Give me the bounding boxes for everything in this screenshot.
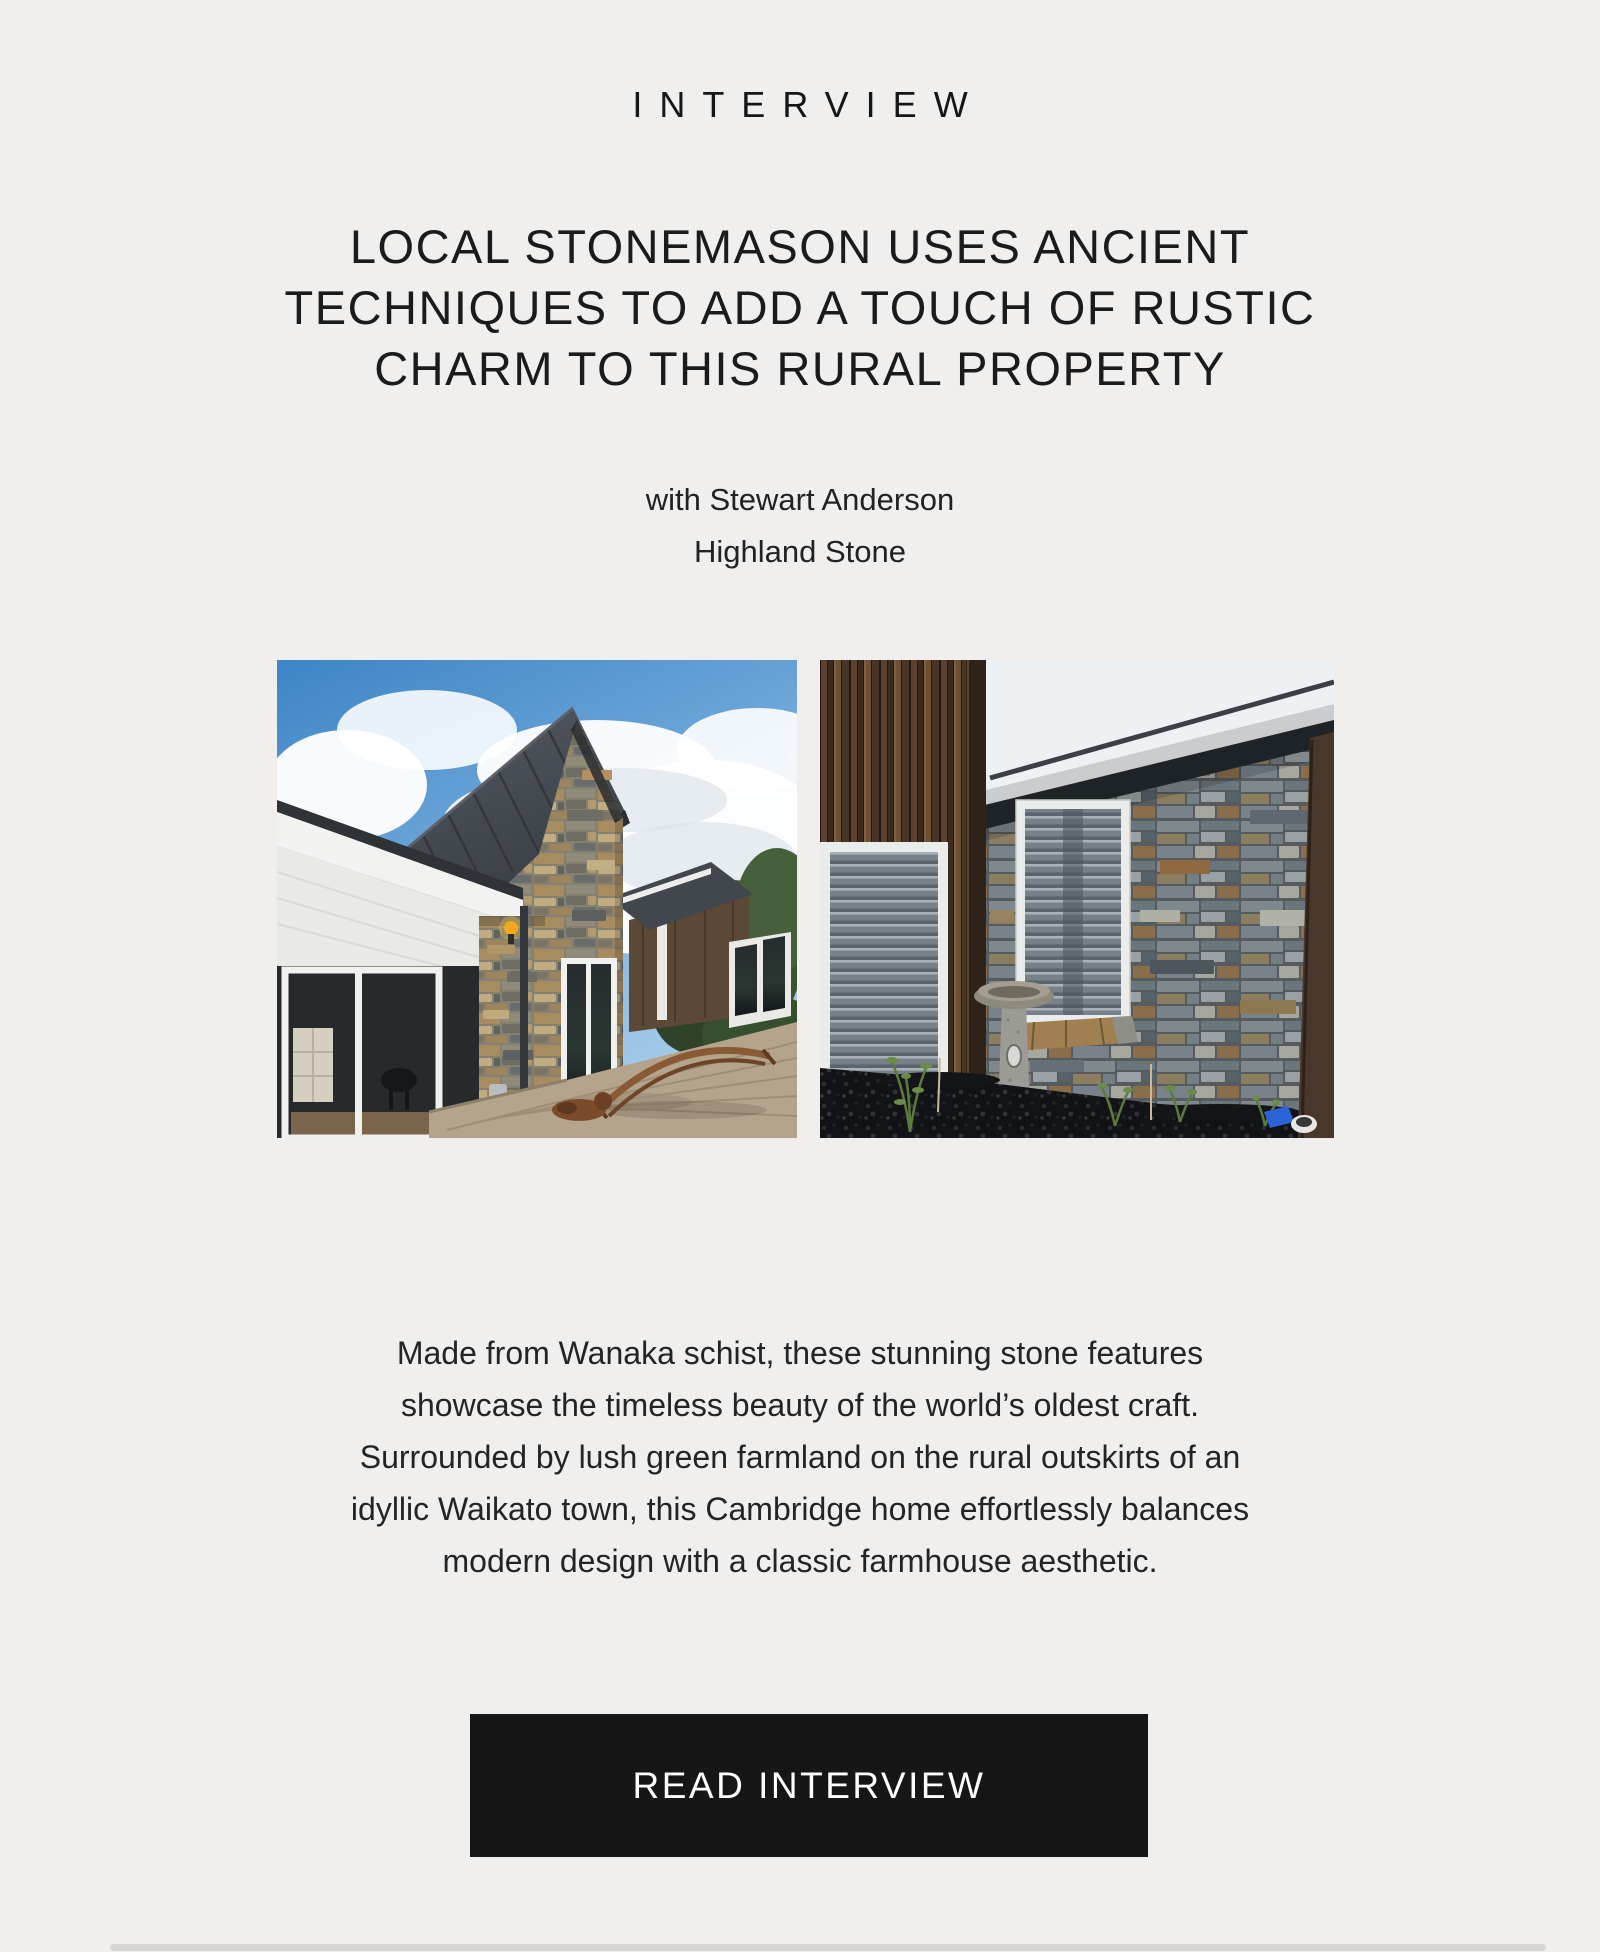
horizontal-scrollbar-thumb[interactable] [110,1944,1546,1951]
article-summary [0,1327,1600,1587]
summary-line-1: Made from Wanaka schist, these stunning stone features [396,1335,1204,1371]
photo-right-illustration [820,660,1334,1138]
subtitle-company: Highland Stone [694,534,906,569]
read-interview-button[interactable]: READ INTERVIEW [470,1714,1148,1857]
article-subtitle [0,474,1600,578]
subtitle-author: with Stewart Anderson [645,482,955,517]
summary-line-3: Surrounded by lush green farmland on the rural outskirts of an [359,1439,1241,1475]
summary-line-5: modern design with a classic farmhouse aesthetic. [442,1543,1158,1579]
photo-left[interactable] [277,660,797,1138]
photo-row [277,660,1334,1138]
headline-line-3: CHARM TO THIS RURAL PROPERTY [374,342,1226,395]
headline-line-2: TECHNIQUES TO ADD A TOUCH OF RUSTIC [284,281,1316,334]
eyebrow-interview: INTERVIEW [632,84,985,125]
summary-line-4: idyllic Waikato town, this Cambridge home effortlessly balances [350,1491,1250,1527]
summary-line-2: showcase the timeless beauty of the world’s oldest craft. [400,1387,1200,1423]
article-headline [0,216,1600,399]
photo-left-illustration [277,660,797,1138]
headline-line-1: LOCAL STONEMASON USES ANCIENT [349,220,1251,273]
photo-right[interactable] [820,660,1334,1138]
